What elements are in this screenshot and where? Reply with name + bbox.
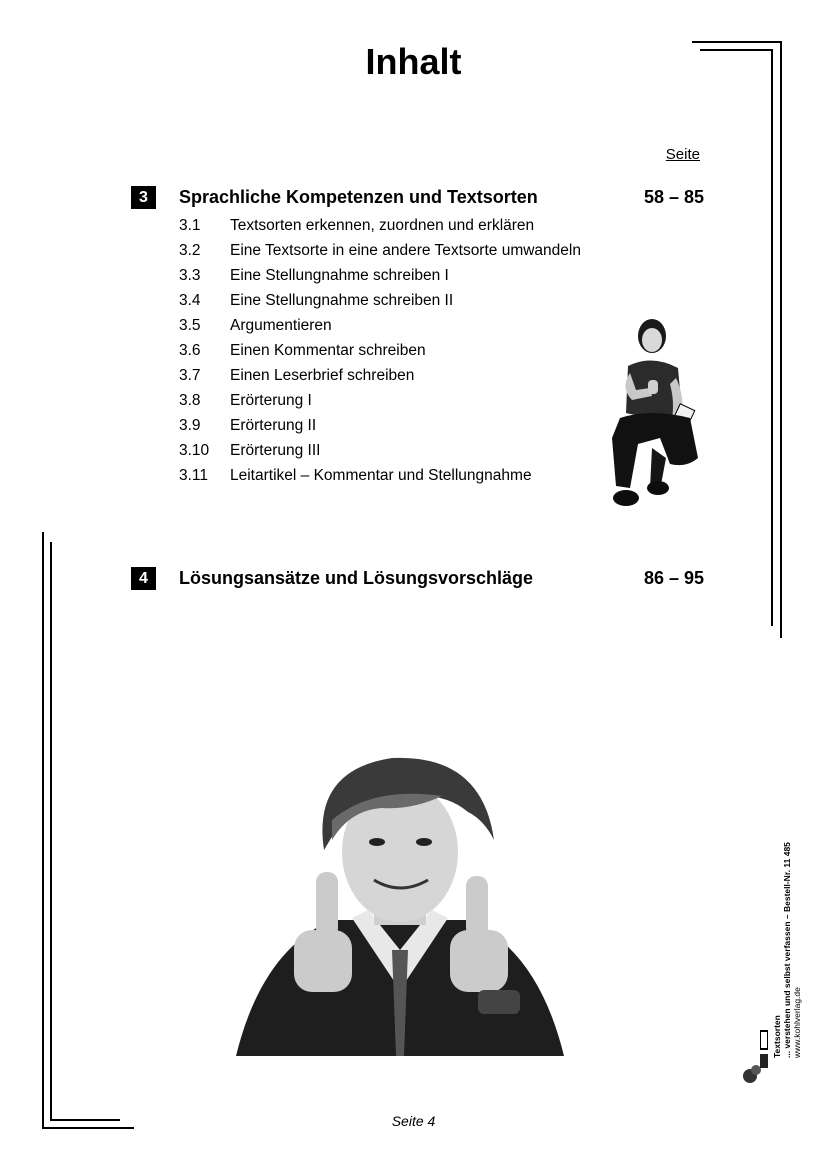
toc-item[interactable] [179, 415, 581, 440]
frame-right-v2 [771, 49, 773, 626]
toc-item-number: 3.7 [179, 367, 201, 384]
section-title: Lösungsansätze und Lösungsvorschläge [179, 568, 534, 588]
page-column-label: Seite [665, 146, 700, 163]
toc-item-text: Erörterung II [230, 417, 317, 434]
toc-item-number: 3.11 [179, 467, 209, 484]
toc-section-3[interactable] [131, 185, 704, 209]
toc-item-number: 3.1 [179, 217, 201, 234]
toc-item[interactable] [179, 340, 581, 365]
toc-item-text: Argumentieren [230, 317, 332, 334]
toc-item-text: Eine Stellungnahme schreiben II [230, 292, 454, 309]
toc-item-number: 3.4 [179, 292, 201, 309]
sidebar-order-number: ... verstehen und selbst verfassen – Bestell-Nr. 11 485 [782, 842, 792, 1058]
toc-item-number: 3.2 [179, 242, 201, 259]
toc-section-4[interactable] [131, 566, 704, 590]
page-footer: Seite 4 [391, 1113, 436, 1129]
section-pages: 58 – 85 [643, 187, 704, 207]
toc-item-text: Leitartikel – Kommentar und Stellungnahme [230, 467, 532, 484]
section-title: Sprachliche Kompetenzen und Textsorten [179, 187, 538, 207]
toc-item-number: 3.5 [179, 317, 201, 334]
toc-item-text: Eine Textsorte in eine andere Textsorte umwandeln [230, 242, 581, 259]
section-pages: 86 – 95 [643, 568, 704, 588]
toc-item[interactable] [179, 240, 581, 265]
toc-item[interactable] [179, 315, 581, 340]
kohl-verlag-logo [740, 1024, 770, 1088]
toc-item[interactable] [179, 290, 581, 315]
toc-item[interactable] [179, 440, 581, 465]
toc-item-text: Erörterung I [230, 392, 312, 409]
section-number-badge: 4 [131, 567, 156, 590]
toc-item[interactable] [179, 390, 581, 415]
toc-item[interactable] [179, 365, 581, 390]
frame-left-v1 [42, 532, 44, 1129]
toc-item-text: Erörterung III [230, 442, 321, 459]
sidebar-book-title: Textsorten [772, 1015, 782, 1058]
toc-item-text: Einen Kommentar schreiben [230, 342, 426, 359]
sidebar-website: www.kohlverlag.de [792, 987, 802, 1058]
toc-item-number: 3.3 [179, 267, 201, 284]
publisher-sidebar [772, 758, 802, 1058]
page-title: Inhalt [365, 41, 462, 82]
section-number-badge: 3 [131, 186, 156, 209]
toc-item-number: 3.9 [179, 417, 201, 434]
frame-left-v2 [50, 542, 52, 1120]
frame-right-v1 [780, 41, 782, 638]
toc-item-number: 3.10 [179, 442, 210, 459]
toc-item-text: Einen Leserbrief schreiben [230, 367, 415, 384]
toc-item-number: 3.8 [179, 392, 201, 409]
thumbs-up-boy-photo [232, 750, 568, 1060]
woman-photo [590, 318, 705, 513]
toc-item-text: Eine Stellungnahme schreiben I [230, 267, 449, 284]
toc-item-number: 3.6 [179, 342, 201, 359]
toc-item[interactable] [179, 265, 581, 290]
toc-item-text: Textsorten erkennen, zuordnen und erklären [230, 217, 535, 234]
toc-item[interactable] [179, 465, 581, 490]
toc-item[interactable] [179, 215, 581, 240]
toc-item-list [179, 215, 581, 490]
